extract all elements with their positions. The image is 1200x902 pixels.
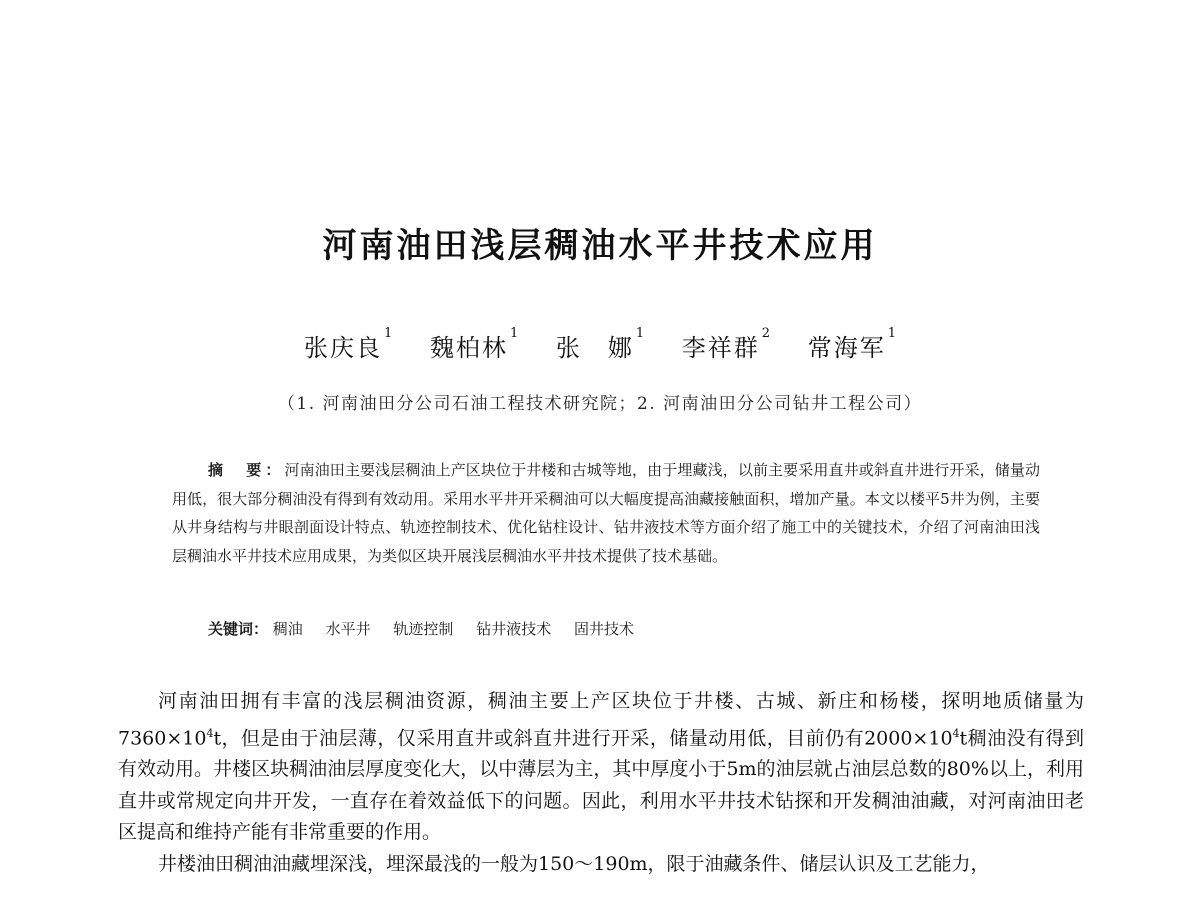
keyword: 固井技术: [573, 620, 634, 638]
author-affiliation-mark: 2: [761, 326, 771, 341]
paper-title: 河南油田浅层稠油水平井技术应用: [322, 226, 878, 266]
author-affiliation-mark: 1: [384, 326, 393, 341]
author-affiliation-mark: 1: [509, 326, 519, 341]
author-affiliation-mark: 1: [887, 326, 896, 341]
text-run: t，但是由于油层薄，仅采用直井或斜直井进行开采，储量动用低，目前仍有2000×10: [213, 726, 953, 749]
keyword: 轨迹控制: [393, 620, 454, 638]
body-paragraph: 井楼油田稠油油藏埋深浅，埋深最浅的一般为150～190m，限于油藏条件、储层认识及工艺能力，: [158, 852, 990, 875]
text-run: 河南油田拥有丰富的浅层稠油资源，稠油主要上产区块位于井楼、古城、新庄和杨楼，探明地质储量为7360×10: [118, 690, 1084, 749]
author: [304, 328, 392, 363]
body-text: [118, 686, 1084, 880]
author-name: 魏柏林: [429, 334, 508, 362]
text-run: t稠油没有得到有效动用。井楼区块稠油油层厚度变化大，以中薄层为主，其中厚度小于5m的油层就占油层总数的80%以上，利用直井或常规定向井开发，一直存在着效益低下的问题。因此，利用水平井技术钻探和开发稠油油藏，对河南油田老区提高和维持产能有非常重要的作用。: [118, 726, 1084, 844]
keywords: [208, 618, 652, 639]
author-name: 张 娜: [555, 334, 634, 362]
author: [556, 328, 644, 363]
abstract: [172, 456, 1040, 570]
author-name: 常海军: [807, 334, 886, 362]
author: [682, 328, 770, 363]
affiliations: （1. 河南油田分公司石油工程技术研究院；2. 河南油田分公司钻井工程公司）: [277, 394, 923, 414]
author-name: 张庆良: [304, 334, 383, 362]
body-paragraph: [118, 686, 1084, 849]
keywords-label: 关键词：: [208, 620, 269, 638]
author-list: [0, 328, 1200, 363]
exponent: 4: [952, 726, 960, 740]
author: [430, 328, 518, 363]
abstract-text: 河南油田主要浅层稠油上产区块位于井楼和古城等地，由于埋藏浅，以前主要采用直井或斜直井进行开采，储量动用低，很大部分稠油没有得到有效动用。采用水平井开采稠油可以大幅度提高油藏接触面积，增加产量。本文以楼平5井为例，主要从井身结构与井眼剖面设计特点、轨迹控制技术、优化钻柱设计、钻井液技术等方面介绍了施工中的关键技术，介绍了河南油田浅层稠油水平井技术应用成果，为类似区块开展浅层稠油水平井技术提供了技术基础。: [172, 461, 1040, 565]
author: [808, 328, 896, 363]
author-name: 李祥群: [681, 334, 760, 362]
exponent: 4: [206, 726, 214, 740]
keyword: 水平井: [325, 620, 371, 638]
keyword: 钻井液技术: [476, 620, 552, 638]
abstract-label: 摘 要：: [208, 461, 285, 479]
keyword: 稠油: [272, 620, 303, 638]
author-affiliation-mark: 1: [635, 326, 645, 341]
